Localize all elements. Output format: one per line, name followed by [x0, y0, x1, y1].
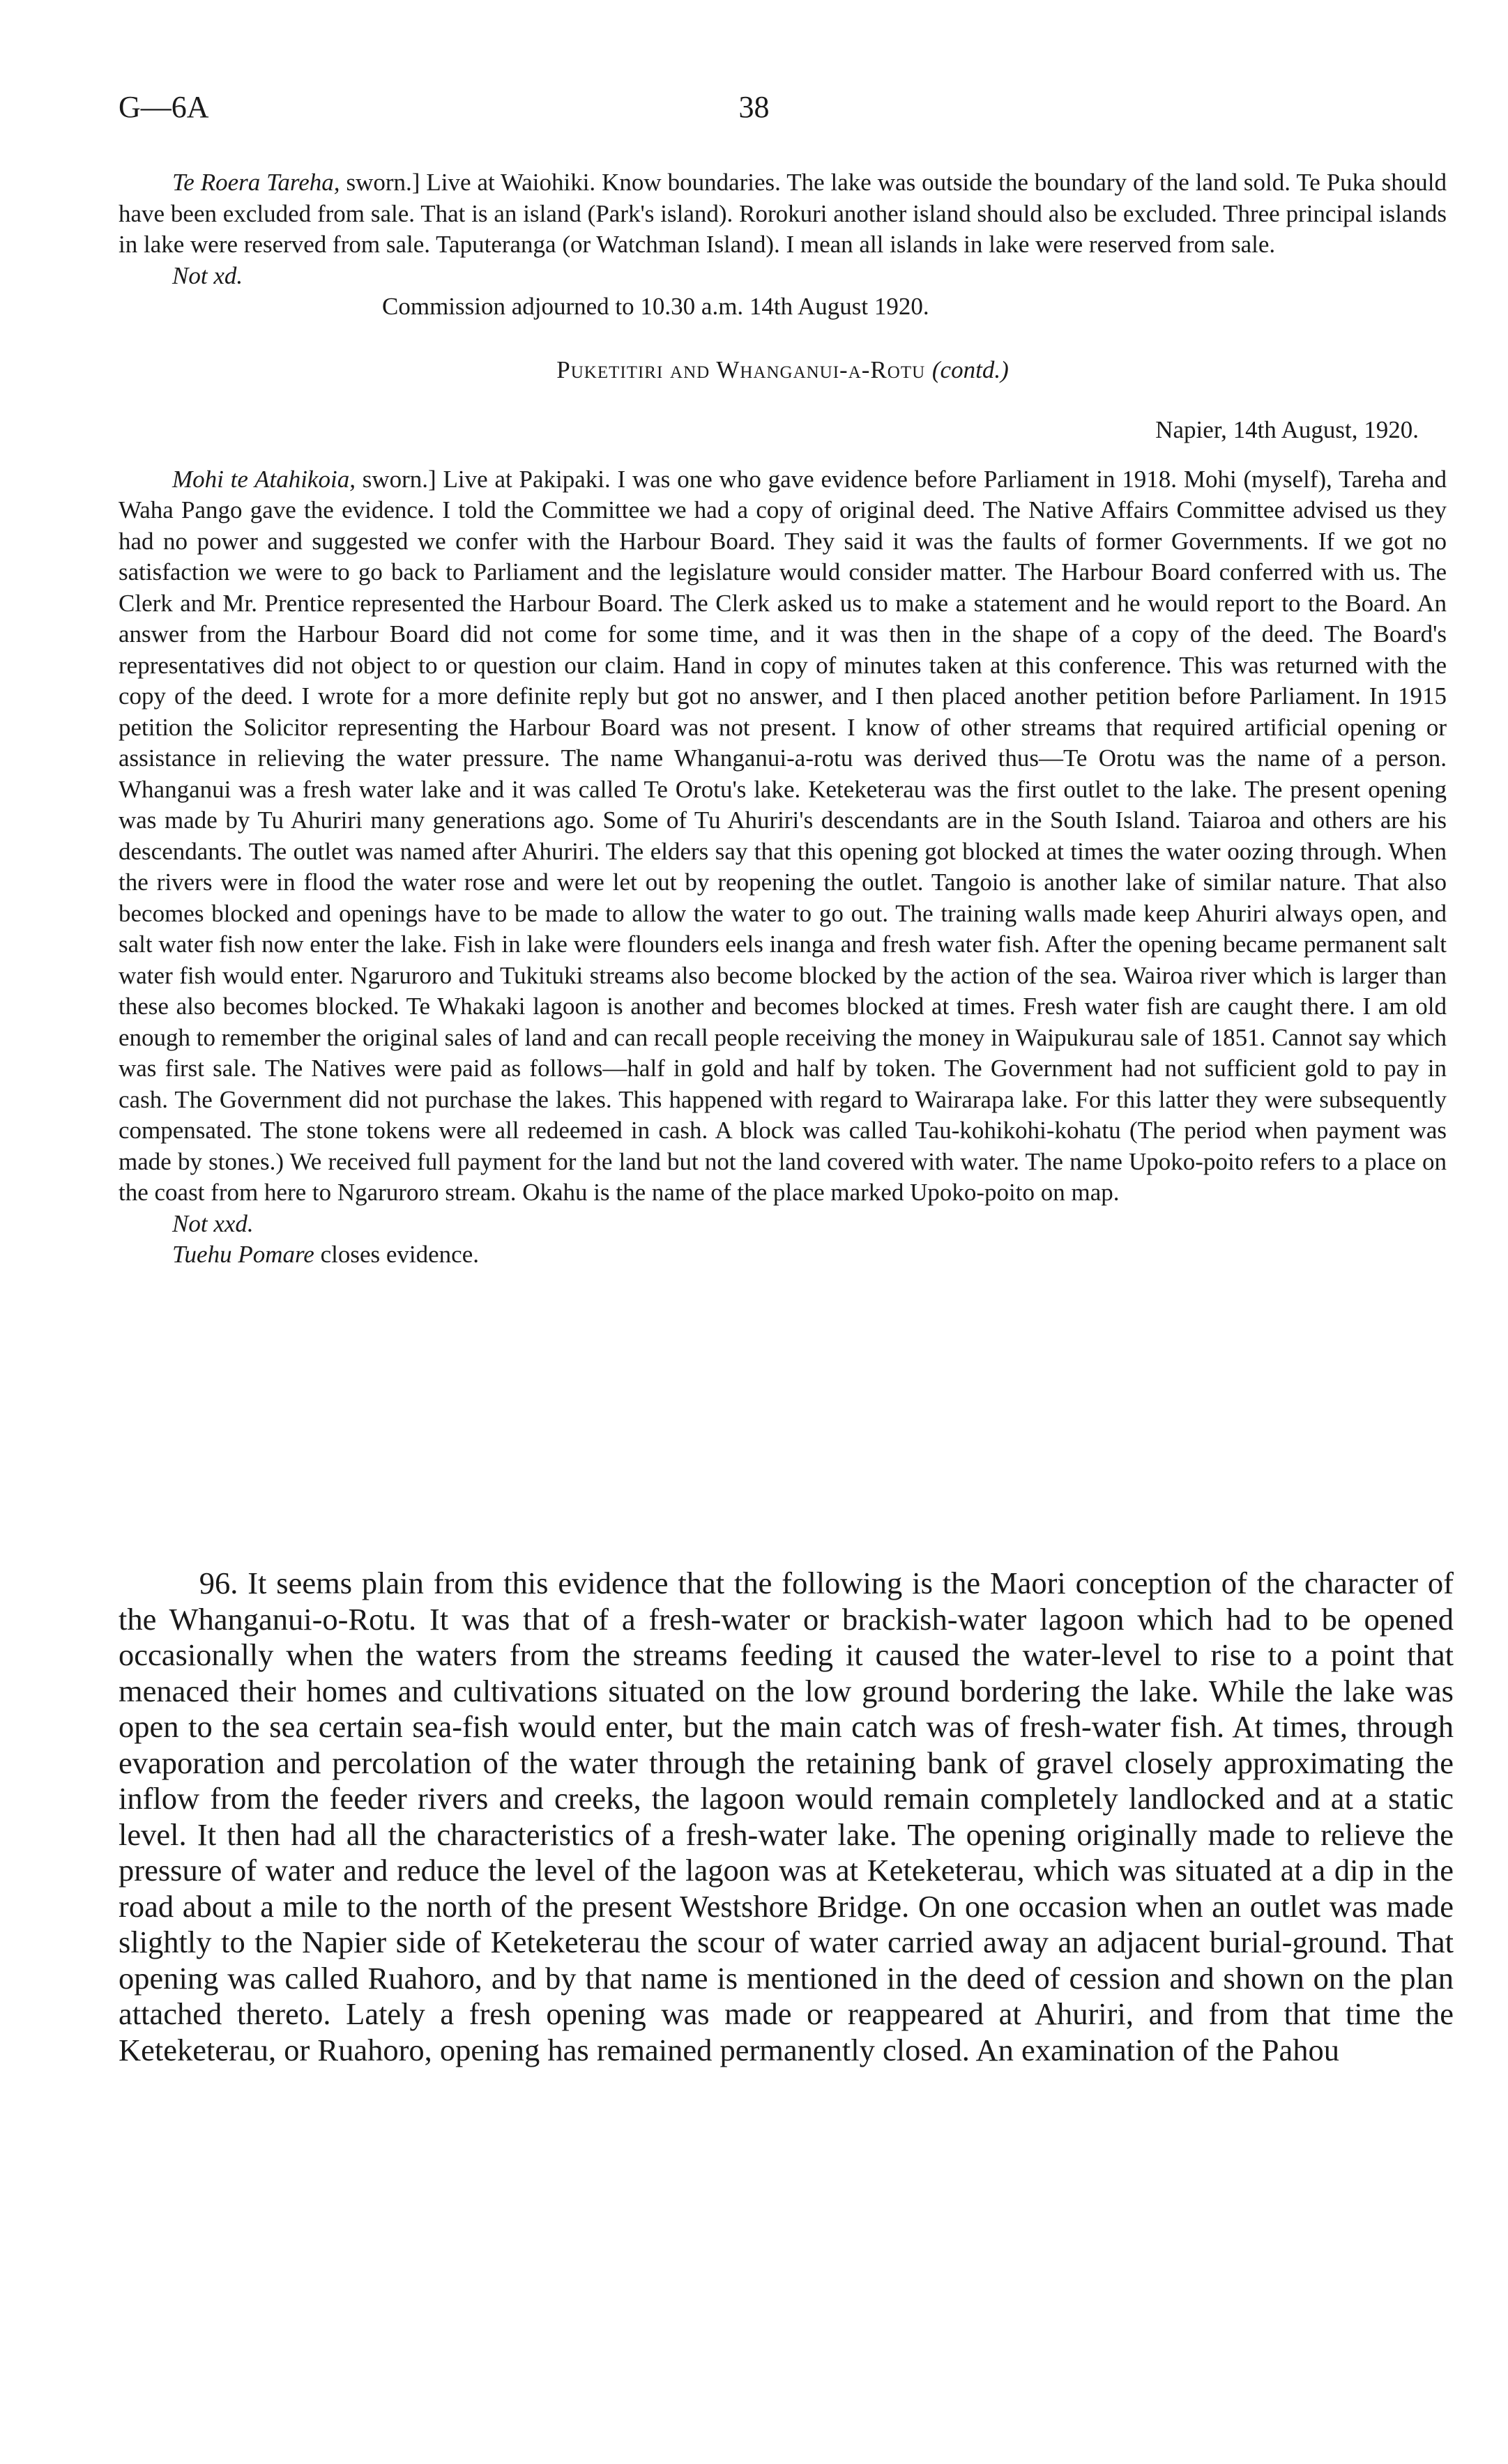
- closing-name: Tuehu Pomare: [172, 1241, 314, 1268]
- section-title: Puketitiri and Whanganui-a-Rotu: [556, 355, 926, 383]
- section-heading: [119, 355, 1447, 386]
- cross-examination-note: Not xxd.: [172, 1209, 254, 1237]
- cross-examination-note: Not xd.: [172, 261, 243, 289]
- closing-note: [119, 1239, 1447, 1271]
- closing-text: closes evidence.: [314, 1241, 479, 1268]
- section-contd: (contd.): [931, 355, 1009, 383]
- document-reference: G—6A: [119, 90, 209, 124]
- paragraph-96: [119, 1566, 1454, 2068]
- sworn-marker: sworn.]: [355, 465, 443, 493]
- page-number: 38: [738, 90, 770, 124]
- evidence-block-2: [119, 464, 1447, 1209]
- minutes-of-evidence: [119, 167, 1447, 1271]
- adjournment-note: Commission adjourned to 10.30 a.m. 14th August 1920.: [382, 293, 929, 320]
- witness-name: Te Roera Tareha,: [172, 169, 340, 196]
- evidence-text: Live at Pakipaki. I was one who gave evidence before Parliament in 1918. Mohi (myself), Tareha and Waha Pango gave the evidence. I told the Committee we had a copy of original deed. The Native Affairs Committee advised us they had no power and suggested we confer with the Harbour Board. They said it was the faults of former Governments. If we got no satisfaction we were to go back to Parliament and the legislature would consider matter. The Harbour Board conferred with us. The Clerk and Mr. Prentice represented the Harbour Board. The Clerk asked us to make a statement and he would report to the Board. An answer from the Harbour Board did not come for some time, and it was then in the shape of a copy of the deed. The Board's representatives did not object to or question our claim. Hand in copy of minutes taken at this conference. This was returned with the copy of the deed. I wrote for a more definite reply but got no answer, and I then placed another petition before Parliament. In 1915 petition the Solicitor representing the Harbour Board was not present. I know of other streams that required artificial opening or assistance in relieving the water pressure. The name Whanganui-a-rotu was derived thus—Te Orotu was the name of a person. Whanganui was a fresh water lake and it was called Te Orotu's lake. Keteketerau was the first outlet to the lake. The present opening was made by Tu Ahuriri many generations ago. Some of Tu Ahuriri's descendants are in the South Island. Taiaroa and others are his descendants. The outlet was named after Ahuriri. The elders say that this opening got blocked at times the water oozing through. When the rivers were in flood the water rose and were let out by reopening the outlet. Tangoio is another lake of similar nature. That also becomes blocked and openings have to be made to allow the water to go out. The training walls made keep Ahuriri always open, and salt water fish now enter the lake. Fish in lake were flounders eels inanga and fresh water fish. After the opening became permanent salt water fish would enter. Ngaruroro and Tukituki streams also become blocked by the action of the sea. Wairoa river which is larger than these also becomes blocked. Te Whakaki lagoon is another and becomes blocked at times. Fresh water fish are caught there. I am old enough to remember the original sales of land and can recall people receiving the money in Waipukurau sale of 1851. Cannot say which was first sale. The Natives were paid as follows—half in gold and half by token. The Government had not sufficient gold to pay in cash. The Government did not purchase the lakes. This happened with regard to Wairarapa lake. For this latter they were subsequently compensated. The stone tokens were all redeemed in cash. A block was called Tau-kohikohi-kohatu (The period when payment was made by stones.) We received full payment for the land but not the land covered with water. The name Upoko-poito refers to a place on the coast from here to Ngaruroro stream. Okahu is the name of the place marked Upoko-poito on map.: [119, 465, 1447, 1206]
- dateline: Napier, 14th August, 1920.: [1155, 416, 1419, 443]
- witness-name: Mohi te Atahikoia,: [172, 465, 356, 493]
- evidence-text: Live at Waiohiki. Know boundaries. The lake was outside the boundary of the land sold. Te Puka should have been excluded from sale. That is an island (Park's island). Rorokuri another island should also be excluded. Three principal islands in lake were reserved from sale. Taputeranga (or Watchman Island). I mean all islands in lake were reserved from sale.: [119, 169, 1447, 258]
- page-header: [119, 89, 1389, 131]
- evidence-block-1: [119, 167, 1447, 261]
- paragraph-96-text: 96. It seems plain from this evidence that the following is the Maori conception of the character of the Whanganui-o-Rotu. It was that of a fresh-water or brackish-water lagoon which had to be opened occasionally when the waters from the streams feeding it caused the water-level to rise to a point that menaced their homes and cultivations situated on the low ground bordering the lake. While the lake was open to the sea certain sea-fish would enter, but the main catch was of fresh-water fish. At times, through evaporation and percolation of the water through the retaining bank of gravel closely approximating the inflow from the feeder rivers and creeks, the lagoon would remain completely landlocked and at a static level. It then had all the characteristics of a fresh-water lake. The opening originally made to relieve the pressure of water and reduce the level of the lagoon was at Keteketerau, which was situated at a dip in the road about a mile to the north of the present Westshore Bridge. On one occasion when an outlet was made slightly to the Napier side of Keteketerau the scour of water carried away an adjacent burial-ground. That opening was called Ruahoro, and by that name is mentioned in the deed of cession and shown on the plan attached thereto. Lately a fresh opening was made or reappeared at Ahuriri, and from that time the Keteketerau, or Ruahoro, opening has remained permanently closed. An examination of the Pahou: [119, 1566, 1454, 2067]
- sworn-marker: sworn.]: [340, 169, 427, 196]
